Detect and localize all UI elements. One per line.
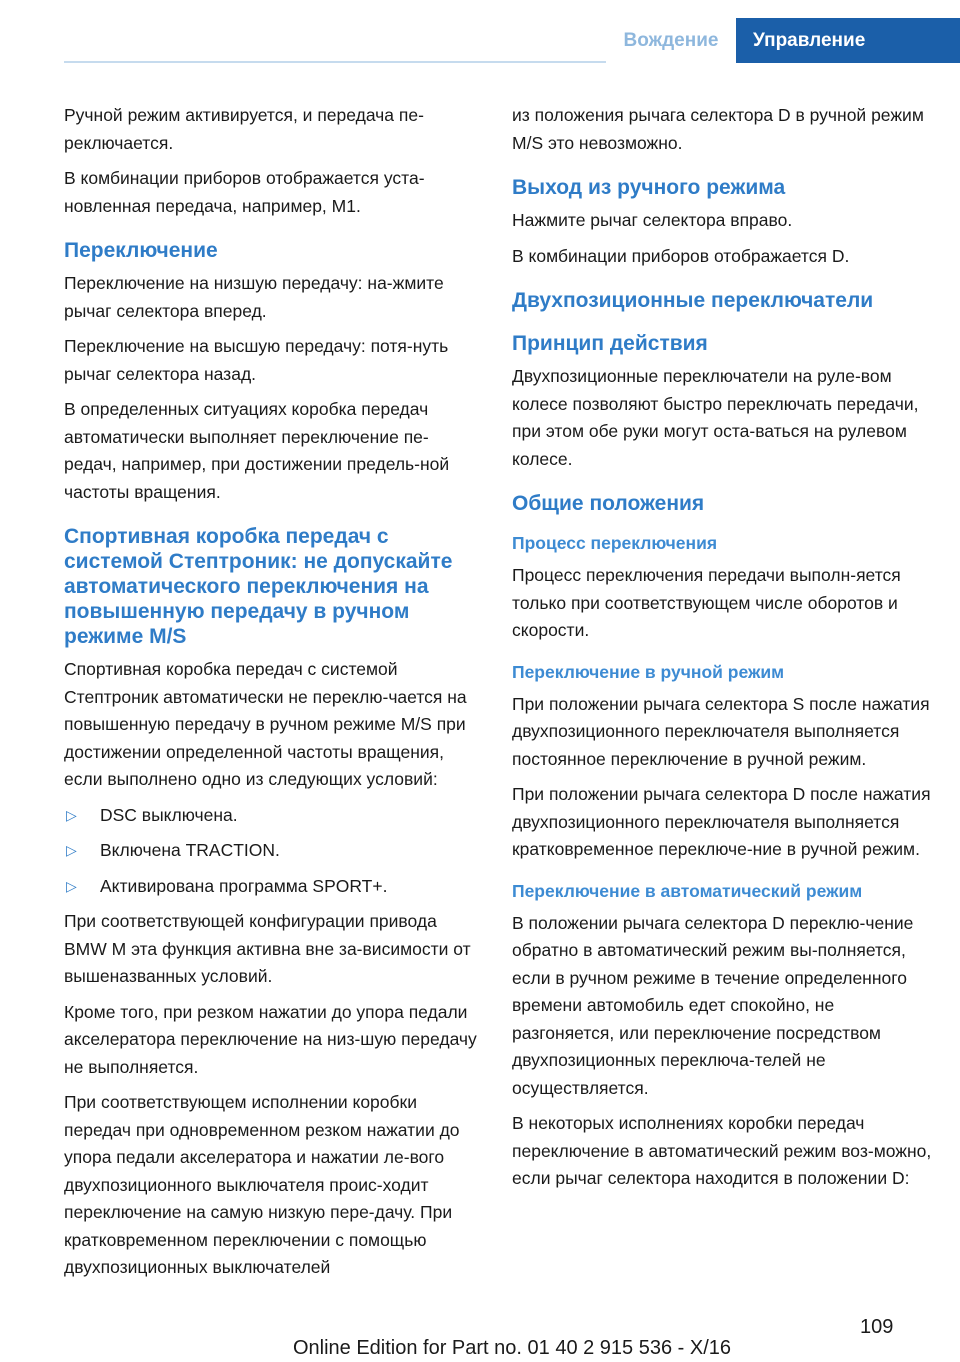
tab-driving[interactable]: Вождение [606,18,736,63]
paragraph: Ручной режим активируется, и передача пе-реключается. [64,105,424,153]
paragraph: В комбинации приборов отображается D. [512,245,850,266]
paragraph: Двухпозиционные переключатели на руле-вом колесе позволяют быстро переключать передачи, при этом обе руки могут оста-ваться на рулевом колесе. [512,366,919,469]
paragraph: При соответствующем исполнении коробки передач при одновременном резком нажатии до упора педали акселератора и нажатии ле-вого двухпозиционного выключателя проис-ходит переключение на самую низкую пере-дачу. При кратковременном переключении с помощью двухпозиционных выключателей [64,1092,460,1277]
paragraph: В некоторых исполнениях коробки передач переключение в автоматический режим воз-можно, если рычаг селектора находится в положении D: [512,1113,932,1188]
list-item-text: Включена TRACTION. [100,840,280,860]
list-item [64,873,479,901]
list-item [64,837,479,865]
footer-edition: Online Edition for Part no. 01 40 2 915 536 - X/16 [292,1337,732,1359]
section-heading-exit-manual: Выход из ручного режима [512,176,786,199]
subheading-manual-mode: Переключение в ручной режим [512,661,785,682]
list-item [64,802,479,830]
list-item-text: Активирована программа SPORT+. [100,875,388,896]
paragraph: При соответствующей конфигурации привода BMW M эта функция активна вне за-висимости от вышеназванных условий. [64,911,471,986]
section-heading-paddles: Двухпозиционные переключатели [512,289,874,312]
section-heading-general: Общие положения [512,492,705,515]
paragraph: Процесс переключения передачи выполн-яется только при соответствующем числе оборотов и скорости. [512,565,901,640]
section-heading-sport-gearbox: Спортивная коробка передач с системой Стептроник: не допускайте автоматического переключения на повышенную передачу в ручном режиме M/S [64,525,453,648]
triangle-bullet-icon: ▷ [66,877,77,894]
paragraph: Нажмите рычаг селектора вправо. [512,210,793,230]
paragraph: Переключение на высшую передачу: потя-нуть рычаг селектора назад. [64,336,449,384]
section-heading-principle: Принцип действия [512,332,708,355]
subheading-auto-mode: Переключение в автоматический режим [512,880,863,901]
triangle-bullet-icon: ▷ [66,842,77,858]
paragraph: В комбинации приборов отображается уста-новленная передача, например, M1. [64,168,425,216]
paragraph: Спортивная коробка передач с системой Стептроник автоматически не переклю-чается на повышенную передачу в ручном режиме M/S при достижении определенной частоты вращения, если выполнено одно из следующих условий: [64,659,467,789]
paragraph: При положении рычага селектора D после нажатия двухпозиционного переключателя выполняется кратковременное переключе-ние в ручной режим. [512,784,931,859]
page-number: 109 [860,1316,894,1338]
list-item-text: DSC выключена. [100,804,238,825]
paragraph: Кроме того, при резком нажатии до упора педали акселератора переключение на низ-шую передачу не выполняется. [64,1001,477,1077]
paragraph: В положении рычага селектора D переклю-чение обратно в автоматический режим вы-полняется, если в ручном режиме в течение определенного времени автомобиль едет спокойно, не разгоняется, или переключение посредством двухпозиционных переключа-телей не осуществляется. [512,912,914,1098]
section-heading-switching: Переключение [64,239,218,262]
right-column [512,102,932,1201]
tab-controls[interactable]: Управление [736,18,960,63]
paragraph: Переключение на низшую передачу: на-жмите рычаг селектора вперед. [64,273,444,321]
paragraph: В определенных ситуациях коробка передач автоматически выполняет переключение пе-редач, например, при достижении предель-ной частоты вращения. [64,399,450,502]
paragraph: из положения рычага селектора D в ручной режим M/S это невозможно. [512,105,924,153]
triangle-bullet-icon: ▷ [66,806,77,823]
condition-list [64,802,479,901]
subheading-process: Процесс переключения [512,533,718,553]
paragraph: При положении рычага селектора S после нажатия двухпозиционного переключателя выполняется постоянное переключение в ручной режим. [512,693,930,769]
left-column [64,102,479,1290]
